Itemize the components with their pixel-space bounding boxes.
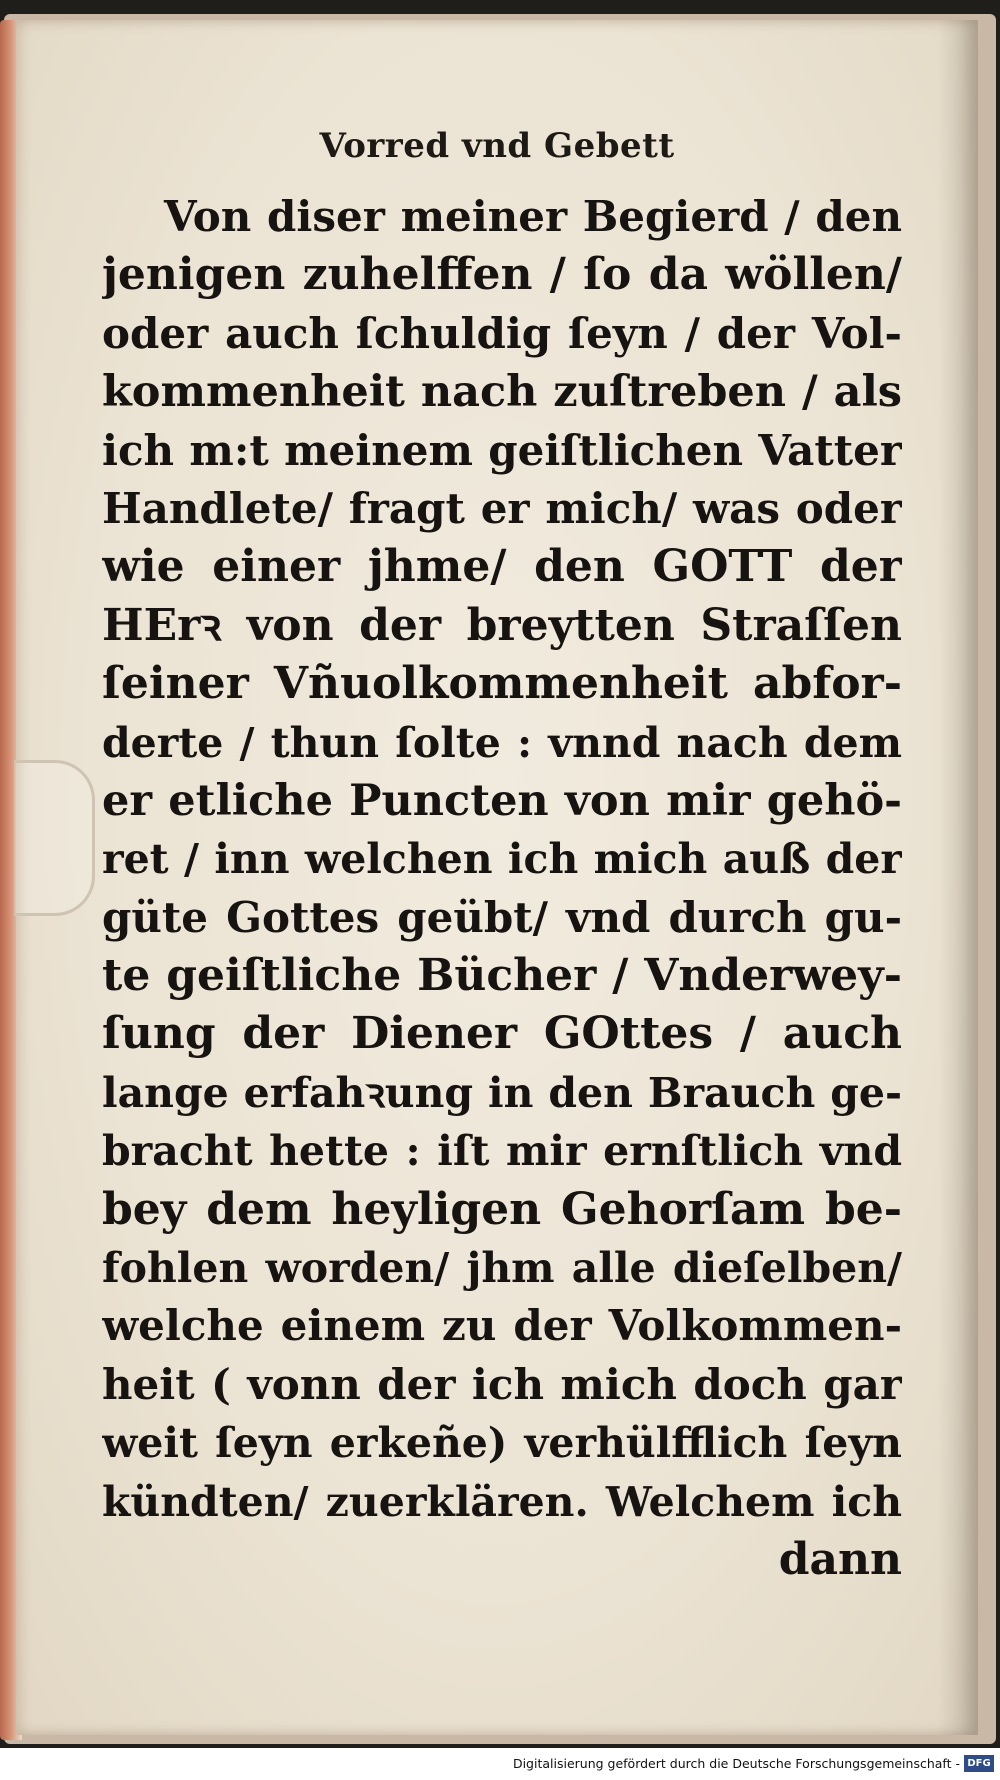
text-line: er etliche Puncten von mir gehö- (102, 775, 902, 826)
page-clip-mark (14, 760, 95, 916)
text-line: ret / inn welchen ich mich auß der (102, 835, 902, 884)
funding-credit: Digitalisierung gefördert durch die Deutsche Forschungsgemeinschaft - (512, 1756, 960, 1771)
text-line: HErꝛ von der breytten Straſſen (102, 599, 902, 651)
text-line: oder auch ſchuldig ſeyn / der Vol- (102, 308, 902, 358)
text-line: ſeiner Vñuolkommenheit abfor- (102, 658, 902, 710)
text-line: Von diser meiner Begierd / den (164, 192, 902, 241)
digitization-footer (0, 1748, 1000, 1780)
text-line: güte Gottes geübt/ vnd durch gu- (102, 892, 902, 942)
dfg-logo: DFG (964, 1755, 994, 1772)
text-line: bracht hette : iſt mir ernſtlich vnd (102, 1127, 902, 1176)
text-line: kommenheit nach zuſtreben / als (102, 367, 902, 418)
catchword: dann (778, 1533, 902, 1585)
book-page (16, 20, 978, 1735)
text-line: bey dem heyligen Gehorſam be- (102, 1183, 902, 1235)
text-line: heit ( vonn der ich mich doch gar (102, 1359, 902, 1409)
body-text (102, 188, 902, 1589)
text-line: te geiſtliche Bücher / Vnderwey- (102, 950, 902, 1002)
text-line: kündten/ zuerklären. Welchem ich (102, 1477, 902, 1526)
text-line: derte / thun ſolte : vnnd nach dem (102, 718, 902, 767)
text-line: weit ſeyn erkeñe) verhülfflich ſeyn (102, 1419, 902, 1468)
text-line: Handlete/ fragt er mich/ was oder (102, 483, 902, 533)
text-line: jenigen zuhelffen / ſo da wöllen/ (102, 249, 902, 301)
text-line: lange erfahꝛung in den Brauch ge- (102, 1068, 902, 1117)
page-gutter-shadow (938, 20, 978, 1735)
running-head: Vorred vnd Gebett (319, 126, 675, 166)
text-line: wie einer jhme/ den GOTT der (102, 541, 902, 593)
text-line: fohlen worden/ jhm alle dieſelben/ (102, 1244, 902, 1293)
text-line: ich m:t meinem geiſtlichen Vatter (102, 425, 902, 475)
text-line: ſung der Diener GOttes / auch (102, 1008, 902, 1060)
text-line: welche einem zu der Volkommen- (102, 1301, 902, 1351)
